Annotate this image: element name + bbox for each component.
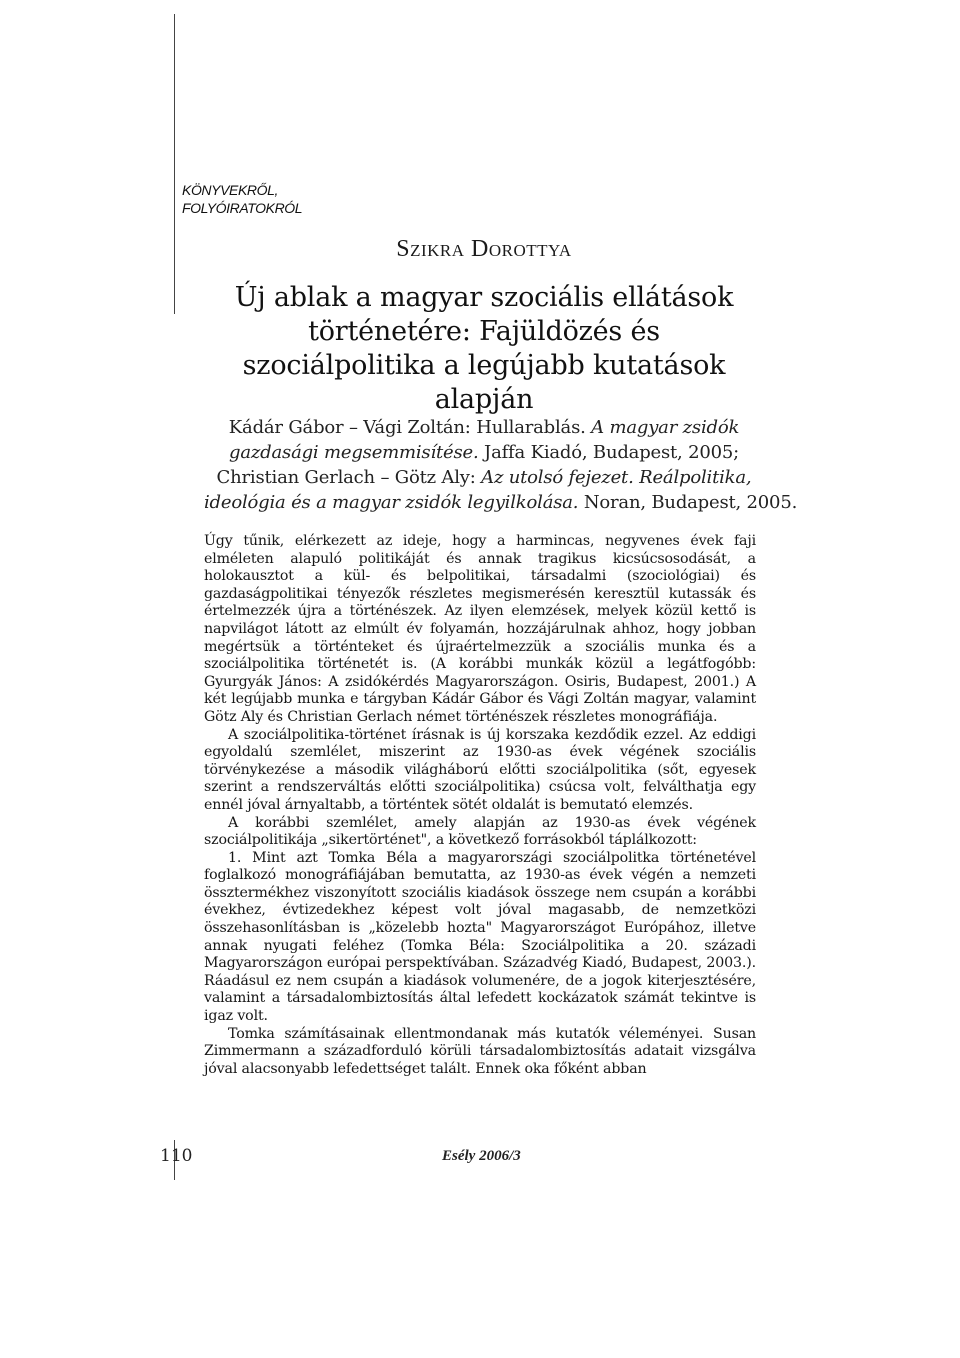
section-heading — [182, 181, 382, 217]
books-line-1-text: Kádár Gábor – Vági Zoltán: Hullarablás. — [228, 417, 592, 438]
title-line-3: szociálpolitika a legújabb kutatások — [242, 350, 726, 381]
body-paragraph-4: 1. Mint azt Tomka Béla a magyarországi szociálpolitka történetével foglalkozó monográfiájában bemutatta, az 1930-as évek végén a nemzeti össztermékhez viszonyított szociális kiadások összege nem csupán a korábbi évekhez, évtizedekhez képest volt jóval magasabb, de nemzetközi összehasonlításban is „közelebb hozta" Magyarországot Európához, illetve annak nyugati feléhez (Tomka Béla: Szociálpolitika a 20. századi Magyarországon európai perspektívában. Századvég Kiadó, Budapest, 2003.). Ráadásul ez nem csupán a kiadások volumenére, de a jogok kiterjesztésére, valamint a társadalombiztosítás által lefedett kockázatok számát tekintve is igaz volt. — [204, 849, 756, 1025]
section-heading-line1: KÖNYVEKRŐL, — [182, 182, 278, 198]
journal-footer: Esély 2006/3 — [442, 1148, 521, 1164]
author-name: Szikra Dorottya — [396, 236, 572, 262]
books-line-4-italic: ideológia és a magyar zsidók legyilkolása. — [204, 492, 579, 513]
books-line-2-text: Jaffa Kiadó, Budapest, 2005; — [478, 442, 739, 463]
page-number: 110 — [160, 1146, 193, 1166]
books-line-3-text: Christian Gerlach – Götz Aly: — [216, 467, 482, 488]
books-line-4 — [204, 490, 798, 515]
title-line-4: alapján — [434, 384, 534, 415]
article-title — [204, 281, 764, 417]
books-line-4-text: Noran, Budapest, 2005. — [578, 492, 798, 513]
title-line-2: történetére: Fajüldözés és — [308, 316, 660, 347]
body-paragraph-3: A korábbi szemlélet, amely alapján az 1930-as évek végének szociálpolitikája „sikertörténet", a következő forrásokból táplálkozott: — [204, 814, 756, 849]
books-line-3 — [204, 465, 764, 490]
body-paragraph-1: Úgy tűnik, elérkezett az ideje, hogy a harmincas, negyvenes évek faji elméleten alapuló politikáját és annak tragikus kicsúcsosodását, a holokausztot a kül- és belpolitikai, társadalmi (szociológiai) és gazdaságpolitikai tényezők részletes megismerésén keresztül kutassák és értelmezzék újra a történészek. Az ilyen elemzések, melyek közül kettő is napvilágot látott az elmúlt év folyamán, hozzájárulnak ahhoz, hogy jobban megértsük a történteket és újraértelmezzük a szociális munka és a szociálpolitika történetét is. (A korábbi munkák közül a legátfogóbb: Gyurgyák János: A zsidókérdés Magyarországon. Osiris, Budapest, 2001.) A két legújabb munka e tárgyban Kádár Gábor és Vági Zoltán magyar, valamint Götz Aly és Christian Gerlach német történészek részletes monográfiája. — [204, 533, 756, 725]
books-line-1 — [204, 415, 764, 440]
books-line-1-italic: A magyar zsidók — [591, 417, 740, 438]
body-paragraph-2: A szociálpolitika-történet írásnak is új korszaka kezdődik ezzel. Az eddigi egyoldalú szemlélet, miszerint az 1930-as évek végének szociális törvénykezése a második világháború előtti szociálpolitika (sőt, egyesek szerint a rendszerváltás előtti szociálpolitika) csúcsa volt, felválthatja egy ennél jóval árnyaltabb, a történtek sötét oldalát is bemutató elemzés. — [204, 726, 756, 813]
article-body — [204, 533, 756, 1078]
body-paragraph-5: Tomka számításainak ellentmondanak más kutatók véleményei. Susan Zimmermann a századforduló körüli társadalombiztosítás adatait vizsgálva jóval alacsonyabb lefedettséget talált. Ennek oka főként abban — [204, 1025, 756, 1077]
books-line-3-italic: Az utolsó fejezet. Reálpolitika, — [481, 467, 752, 488]
books-line-2-italic: gazdasági megsemmisítése. — [229, 442, 479, 463]
margin-rule-top — [174, 14, 175, 314]
title-line-1: Új ablak a magyar szociális ellátások — [234, 282, 734, 313]
reviewed-books — [204, 415, 798, 515]
books-line-2 — [204, 440, 764, 465]
section-heading-line2: FOLYÓIRATOKRÓL — [182, 200, 303, 216]
